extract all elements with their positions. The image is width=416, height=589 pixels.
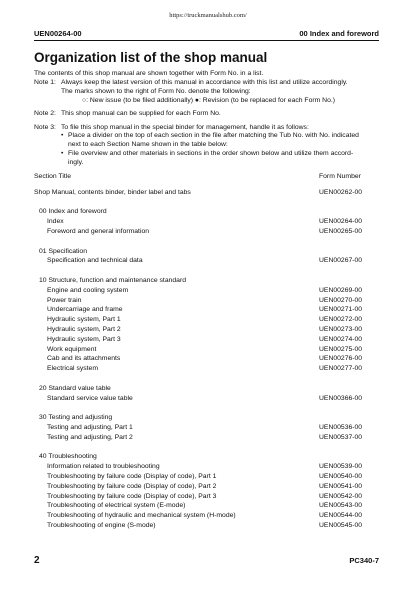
row-form: UEN00537-00	[319, 433, 363, 441]
section-heading	[34, 207, 379, 217]
row-title: Index	[47, 218, 64, 226]
header-rule	[34, 40, 379, 41]
section-gap	[34, 237, 379, 247]
note-3-bullet-2	[61, 150, 379, 168]
table-header	[34, 172, 379, 182]
note-3-bullet-1b: next to each Section Name shown in the table below:	[68, 141, 228, 149]
row-title: Hydraulic system, Part 2	[47, 325, 121, 333]
row-form: UEN00264-00	[319, 218, 363, 226]
table-row	[34, 394, 379, 404]
section-heading-text: 10 Structure, function and maintenance standard	[39, 276, 186, 284]
note-1	[34, 79, 379, 106]
section-heading	[34, 452, 379, 462]
table-row	[34, 492, 379, 502]
table-row	[34, 433, 379, 443]
intro-text: The contents of this shop manual are shown together with Form No. in a list.	[34, 70, 264, 77]
table-row	[34, 296, 379, 306]
section-heading	[34, 413, 379, 423]
row-title: Information related to troubleshooting	[47, 463, 160, 471]
row-title: Specification and technical data	[47, 257, 143, 265]
note-1-line-1: Always keep the latest version of this manual in accordance with this list and utilize accordingly.	[61, 78, 348, 86]
section-gap	[34, 374, 379, 384]
row-form: UEN00267-00	[319, 257, 363, 265]
row-title: Work equipment	[47, 345, 97, 353]
row-title: Foreword and general information	[47, 227, 150, 235]
row-form: UEN00265-00	[319, 227, 363, 235]
section-gap	[34, 266, 379, 276]
section-gap	[34, 443, 379, 453]
note-1-marks: ○: New issue (to be filed additionally) ●: Revision (to be replaced for each Form No.)	[82, 96, 336, 104]
row-form: UEN00542-00	[319, 492, 363, 500]
table-row	[34, 345, 379, 355]
page-header	[34, 29, 379, 38]
row-form: UEN00270-00	[319, 296, 363, 304]
row-title: Troubleshooting of electrical system (E-mode)	[47, 502, 186, 510]
row-form: UEN00366-00	[319, 394, 363, 402]
row-form: UEN00272-00	[319, 316, 363, 324]
model-number: PC340-7	[349, 556, 379, 565]
table-row	[34, 354, 379, 364]
row-title: Troubleshooting by failure code (Display of code), Part 3	[47, 492, 217, 500]
note-2	[34, 110, 379, 119]
page-number: 2	[34, 555, 40, 566]
row-title: Testing and adjusting, Part 2	[47, 433, 133, 441]
table-row	[34, 423, 379, 433]
row-form: UEN00273-00	[319, 325, 363, 333]
row-title: Standard service value table	[47, 394, 133, 402]
page-footer	[34, 555, 379, 566]
row-form: UEN00271-00	[319, 306, 363, 314]
table-row	[34, 335, 379, 345]
table-row	[34, 482, 379, 492]
table-row	[34, 364, 379, 374]
note-1-line-2: The marks shown to the right of Form No. denote the following:	[61, 87, 251, 95]
note-3-bullet-1	[61, 132, 379, 150]
table-row	[34, 305, 379, 315]
note-3-line-1: To file this shop manual in the special binder for management, handle it as follows:	[61, 123, 309, 131]
table-row	[34, 227, 379, 237]
row-title: Troubleshooting of engine (S-mode)	[47, 521, 156, 529]
note-2-text: This shop manual can be supplied for each Form No.	[61, 110, 221, 118]
row-form: UEN00269-00	[319, 286, 363, 294]
row-title: Troubleshooting by failure code (Display of code), Part 1	[47, 472, 217, 480]
row-title: Hydraulic system, Part 1	[47, 316, 121, 324]
row-form: UEN00545-00	[319, 521, 363, 529]
section-heading	[34, 384, 379, 394]
table-row	[34, 472, 379, 482]
section-heading-text: 30 Testing and adjusting	[39, 414, 113, 422]
table-row	[34, 188, 379, 198]
section-list	[34, 198, 379, 531]
source-url: https://truckmanualshub.com/	[169, 12, 247, 19]
row-form: UEN00276-00	[319, 355, 363, 363]
section-heading-text: 40 Troubleshooting	[39, 453, 97, 461]
note-3	[34, 124, 379, 169]
row-title: Troubleshooting by failure code (Display of code), Part 2	[47, 482, 217, 490]
bullet-icon: •	[61, 132, 64, 140]
table-row	[34, 511, 379, 521]
note-2-label: Note 2:	[34, 110, 56, 118]
row-form: UEN00539-00	[319, 463, 363, 471]
row-form: UEN00536-00	[319, 423, 363, 431]
row-form: UEN00543-00	[319, 502, 363, 510]
section-heading-text: 00 Index and foreword	[39, 208, 107, 216]
header-doc-id: UEN00264-00	[34, 29, 82, 38]
section-gap	[34, 198, 379, 208]
row-title: Shop Manual, contents binder, binder label and tabs	[34, 188, 191, 196]
organization-table	[34, 172, 379, 531]
note-3-bullet-2b: ingly.	[68, 159, 84, 167]
row-title: Engine and cooling system	[47, 286, 129, 294]
section-heading	[34, 276, 379, 286]
row-form: UEN00277-00	[319, 365, 363, 373]
table-row	[34, 256, 379, 266]
table-row	[34, 325, 379, 335]
note-1-label: Note 1:	[34, 78, 56, 86]
row-form: UEN00541-00	[319, 482, 363, 490]
row-title: Troubleshooting of hydraulic and mechanical system (H-mode)	[47, 512, 236, 520]
table-row	[34, 315, 379, 325]
row-form: UEN00544-00	[319, 512, 363, 520]
note-3-label: Note 3:	[34, 123, 56, 131]
page-title: Organization list of the shop manual	[34, 50, 268, 65]
section-heading-text: 01 Specification	[39, 247, 87, 255]
intro-block	[34, 70, 379, 168]
col-section-title: Section Title	[34, 173, 72, 180]
section-heading	[34, 247, 379, 257]
row-form: UEN00274-00	[319, 335, 363, 343]
row-form: UEN00262-00	[319, 188, 363, 196]
header-section: 00 Index and foreword	[299, 29, 379, 38]
row-title: Hydraulic system, Part 3	[47, 335, 121, 343]
table-row	[34, 501, 379, 511]
table-row	[34, 217, 379, 227]
table-row	[34, 521, 379, 531]
note-3-bullet-2a: File overview and other materials in sections in the order shown below and utilize them accord-	[68, 150, 354, 158]
row-title: Power train	[47, 296, 82, 304]
section-heading-text: 20 Standard value table	[39, 384, 111, 392]
bullet-icon: •	[61, 150, 64, 158]
row-title: Electrical system	[47, 365, 98, 373]
table-row	[34, 462, 379, 472]
col-form-number: Form Number	[319, 173, 361, 180]
row-title: Undercarriage and frame	[47, 306, 123, 314]
row-form: UEN00275-00	[319, 345, 363, 353]
row-title: Cab and its attachments	[47, 355, 121, 363]
row-title: Testing and adjusting, Part 1	[47, 423, 133, 431]
note-3-bullet-1a: Place a divider on the top of each section in the file after matching the Tub No. with No. indicated	[68, 132, 359, 140]
table-row	[34, 286, 379, 296]
section-gap	[34, 403, 379, 413]
row-form: UEN00540-00	[319, 472, 363, 480]
